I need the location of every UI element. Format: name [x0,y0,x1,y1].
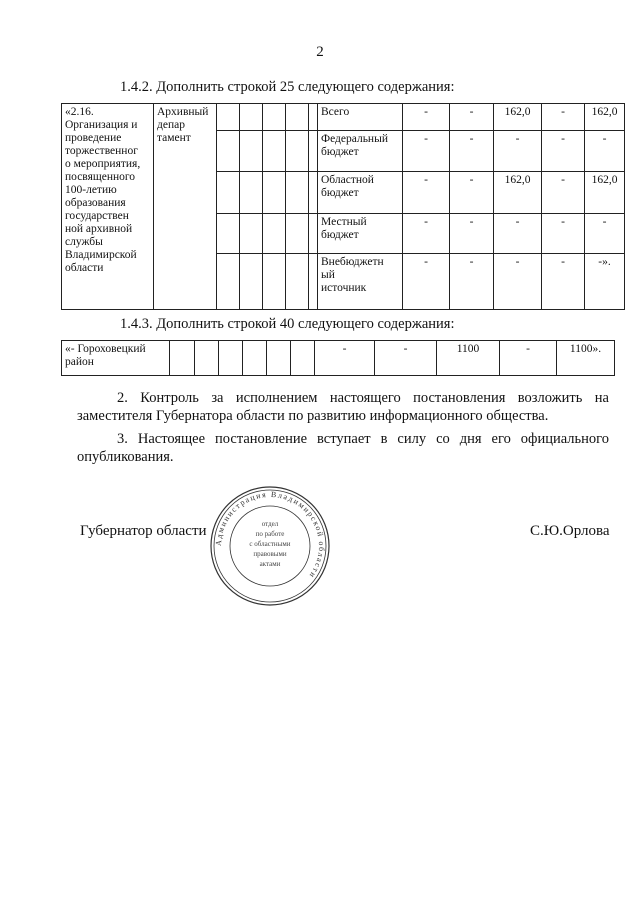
empty-cell [170,341,195,376]
stamp-line: с областными [249,540,291,548]
funding-source: Всего [318,104,403,131]
value-cell: - [542,214,585,254]
table-row-25 [61,103,625,310]
funding-source: Местный бюджет [318,214,403,254]
empty-cell [286,214,309,254]
empty-cell [291,341,315,376]
empty-cell [217,172,240,214]
empty-cell [263,104,286,131]
empty-cell [217,254,240,310]
empty-cell [286,104,309,131]
value-cell: - [585,131,625,172]
value-cell: - [450,254,494,310]
paragraph-2: 2. Контроль за исполнением настоящего постановления возложить на заместителя Губернатора области по развитию информационного общества. [77,390,609,424]
empty-cell [217,214,240,254]
empty-cell [309,254,318,310]
value-cell: - [450,172,494,214]
table-row-40 [61,340,615,376]
empty-cell [195,341,219,376]
value-cell: 1100». [557,341,615,376]
empty-cell [309,214,318,254]
funding-source: Федеральный бюджет [318,131,403,172]
activity-cell: «2.16. Организация и проведение торжественног о мероприятия, посвященного 100-летию образования государствен ной архивной службы Владимирской области [62,104,154,310]
empty-cell [219,341,243,376]
value-cell: - [403,104,450,131]
value-cell: 162,0 [494,104,542,131]
section-1-4-3-heading: 1.4.3. Дополнить строкой 40 следующего содержания: [120,316,455,332]
empty-cell [309,104,318,131]
value-cell: - [450,214,494,254]
value-cell: - [494,254,542,310]
value-cell: -». [585,254,625,310]
value-cell: - [542,104,585,131]
empty-cell [243,341,267,376]
value-cell: - [542,254,585,310]
value-cell: - [450,104,494,131]
value-cell: - [403,131,450,172]
page-number: 2 [316,44,324,60]
value-cell: - [403,214,450,254]
value-cell: - [375,341,437,376]
empty-cell [240,254,263,310]
empty-cell [267,341,291,376]
value-cell: - [585,214,625,254]
value-cell: - [542,172,585,214]
value-cell: 1100 [437,341,500,376]
stamp-line: отдел [261,520,279,528]
signatory-name: С.Ю.Орлова [530,523,610,539]
empty-cell [263,214,286,254]
empty-cell [286,172,309,214]
empty-cell [240,131,263,172]
empty-cell [263,172,286,214]
district-name-cell: «- Гороховецкий район [62,341,170,376]
empty-cell [240,104,263,131]
value-cell: - [315,341,375,376]
value-cell: - [494,131,542,172]
empty-cell [240,172,263,214]
empty-cell [309,131,318,172]
empty-cell [240,214,263,254]
executor-cell: Архивный депар тамент [154,104,217,310]
value-cell: - [494,214,542,254]
funding-source: Областной бюджет [318,172,403,214]
section-1-4-2-heading: 1.4.2. Дополнить строкой 25 следующего содержания: [120,79,455,95]
empty-cell [217,104,240,131]
value-cell: - [403,254,450,310]
empty-cell [263,131,286,172]
empty-cell [263,254,286,310]
value-cell: - [500,341,557,376]
value-cell: 162,0 [494,172,542,214]
empty-cell [286,131,309,172]
funding-source: Внебюджетн ый источник [318,254,403,310]
empty-cell [309,172,318,214]
empty-cell [286,254,309,310]
stamp-ring-text: Администрация Владимирской области [213,489,327,581]
value-cell: - [403,172,450,214]
stamp-line: правовыми [253,550,287,558]
value-cell: - [542,131,585,172]
empty-cell [217,131,240,172]
value-cell: 162,0 [585,172,625,214]
stamp-line: актами [259,560,281,568]
paragraph-3: 3. Настоящее постановление вступает в силу со дня его официального опубликования. [77,431,609,465]
official-stamp [208,484,332,608]
stamp-line: по работе [255,530,285,538]
signatory-position: Губернатор области [80,523,207,539]
value-cell: - [450,131,494,172]
value-cell: 162,0 [585,104,625,131]
